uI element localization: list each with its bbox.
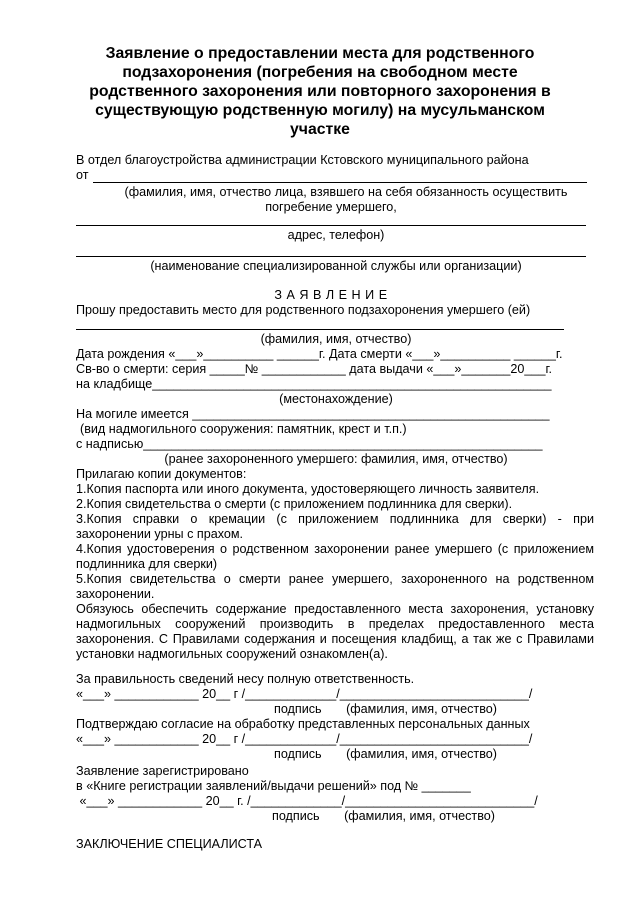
signature-hint: подпись (фамилия, имя, отчество)	[274, 702, 497, 716]
consent-statement: Подтверждаю согласие на обработку представленных персональных данных	[76, 717, 530, 731]
obligation-line: захоронения. С Правилами содержания и посещения кладбищ, а так же с Правилами	[76, 632, 594, 646]
title-line: родственного захоронения или повторного захоронения в	[89, 83, 551, 100]
location-hint: (местонахождение)	[279, 392, 393, 406]
department-line: В отдел благоустройства администрации Кстовского муниципального района	[76, 153, 529, 167]
registration-book-line[interactable]: в «Книге регистрации заявлений/выдачи решений» под № _______	[76, 779, 471, 793]
request-line: Прошу предоставить место для родственного подзахоронения умершего (ей)	[76, 303, 531, 317]
applicant-hint: погребение умершего,	[265, 200, 397, 214]
deceased-name-field[interactable]	[76, 329, 564, 330]
registration-label: Заявление зарегистрировано	[76, 764, 249, 778]
signature-hint: подпись (фамилия, имя, отчество)	[274, 747, 497, 761]
document-title	[60, 44, 580, 139]
attachment-item: 5.Копия свидетельства о смерти ранее умершего, захороненного на родственном	[76, 572, 594, 586]
attachment-item: захоронении.	[76, 587, 155, 601]
signature-hint: подпись (фамилия, имя, отчество)	[272, 809, 495, 823]
address-field[interactable]	[76, 225, 586, 226]
attachments-heading: Прилагаю копии документов:	[76, 467, 247, 481]
obligation-line: надмогильных сооружений производить в пределах предоставленного места	[76, 617, 594, 631]
cemetery-line[interactable]: на кладбище_________________________________________________________	[76, 377, 552, 391]
attachment-item: 2.Копия свидетельства о смерти (с приложением подлинника для сверки).	[76, 497, 513, 511]
buried-hint: (ранее захороненного умершего: фамилия, имя, отчество)	[164, 452, 508, 466]
applicant-hint: (фамилия, имя, отчество лица, взявшего на себя обязанность осуществить	[124, 185, 568, 199]
signature-date-line[interactable]: «___» ____________ 20__ г /_____________/___________________________/	[76, 687, 533, 701]
inscription-line[interactable]: с надписью_________________________________________________________	[76, 437, 543, 451]
obligation-line: установки надмогильных сооружений ознакомлен(а).	[76, 647, 388, 661]
applicant-name-field[interactable]	[93, 182, 587, 183]
attachment-item: 4.Копия удостоверения о родственном захоронении ранее умершего (с приложением	[76, 542, 594, 556]
obligation-line: Обязуюсь обеспечить содержание предоставленного места захоронения, установку	[76, 602, 594, 616]
responsibility-statement: За правильность сведений несу полную ответственность.	[76, 672, 415, 686]
title-line: участке	[290, 121, 350, 138]
signature-date-line[interactable]: «___» ____________ 20__ г /_____________/___________________________/	[76, 732, 533, 746]
signature-date-line[interactable]: «___» ____________ 20__ г. /_____________/___________________________/	[76, 794, 538, 808]
attachment-item: захоронении урны с прахом.	[76, 527, 244, 541]
organization-field[interactable]	[76, 256, 586, 257]
specialist-conclusion-heading: ЗАКЛЮЧЕНИЕ СПЕЦИАЛИСТА	[76, 837, 263, 851]
grave-structure-line[interactable]: На могиле имеется ___________________________________________________	[76, 407, 550, 421]
from-label: от	[76, 168, 89, 182]
title-line: подзахоронения (погребения на свободном месте	[122, 64, 518, 81]
organization-hint: (наименование специализированной службы или организации)	[150, 259, 522, 273]
death-certificate-line[interactable]: Св-во о смерти: серия _____№ ____________ дата выдачи «___»_______20___г.	[76, 362, 552, 376]
title-line: существующую родственную могилу) на мусульманском	[95, 102, 545, 119]
address-hint: адрес, телефон)	[287, 228, 385, 242]
attachment-item: подлинника для сверки)	[76, 557, 218, 571]
deceased-name-hint: (фамилия, имя, отчество)	[260, 332, 412, 346]
attachment-item: 3.Копия справки о кремации (с приложением подлинника для сверки) - при	[76, 512, 594, 526]
title-line: Заявление о предоставлении места для родственного	[105, 45, 535, 62]
structure-hint: (вид надмогильного сооружения: памятник, крест и т.п.)	[80, 422, 407, 436]
birth-death-dates-line[interactable]: Дата рождения «___»__________ ______г. Дата смерти «___»__________ ______г.	[76, 347, 563, 361]
attachment-item: 1.Копия паспорта или иного документа, удостоверяющего личность заявителя.	[76, 482, 540, 496]
statement-heading: З А Я В Л Е Н И Е	[274, 288, 388, 302]
